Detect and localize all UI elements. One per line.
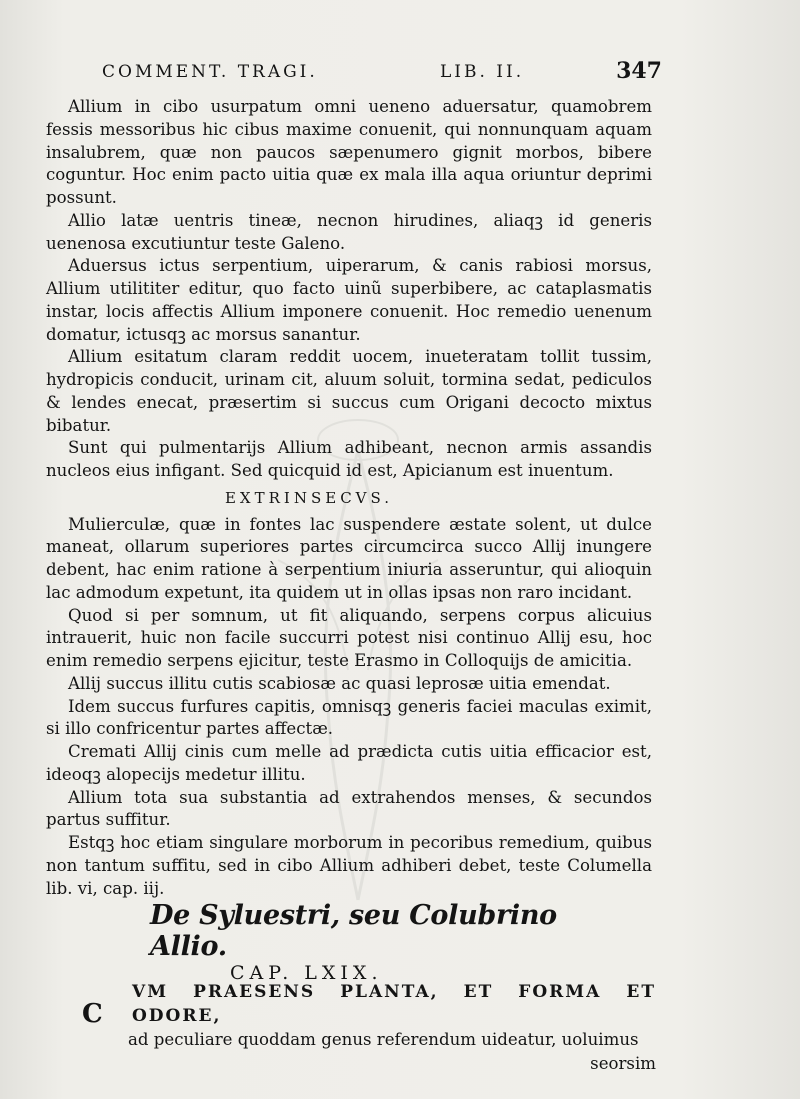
paragraph: Allium tota sua substantia ad extrahendos menses, & secundos partus suffitur. <box>46 787 652 830</box>
paragraph: Allium esitatum claram reddit uocem, inueteratam tollit tussim, hydropicis conducit, urinam cit, aluum soluit, tormina sedat, pediculos & lendes enecat, præsertim si succus cum Origani decocto mixtus bibatur. <box>46 347 652 435</box>
paragraph: Aduersus ictus serpentium, uiperarum, & canis rabiosi morsus, Allium utilititer editur, quo facto uinũ superbibere, ac cataplasmatis instar, locis affectis Allium imponere conuenit. Hoc remedio uenenum domatur, ictusqꝫ ac morsus sanantur. <box>46 256 652 344</box>
paragraph: Estqꝫ hoc etiam singulare morborum in pecoribus remedium, quibus non tantum suffitu, sed in cibo Allium adhiberi debet, teste Columella lib. vi, cap. iij. <box>46 833 652 898</box>
opening-line: ad peculiare quoddam genus referendum uideatur, uoluimus <box>128 1030 639 1049</box>
section-heading: EXTRINSECVS. <box>224 488 394 507</box>
opening-line: VM PRAESENS PLANTA, ET FORMA ET ODORE, <box>132 982 656 1026</box>
catchword: seorsim <box>590 1054 656 1073</box>
body-text <box>46 96 652 900</box>
chapter-number: CAP. LXIX. <box>230 962 383 984</box>
paragraph: Idem succus furfures capitis, omnisqꝫ generis faciei maculas eximit, si illo confricentur partes affectæ. <box>46 696 652 739</box>
drop-cap: C <box>82 999 103 1029</box>
running-header <box>102 58 662 86</box>
paragraph: Allij succus illitu cutis scabiosæ ac quasi leprosæ uitia emendat. <box>68 673 611 693</box>
paragraph: Cremati Allij cinis cum melle ad prædicta cutis uitia efficacior est, ideoqꝫ alopecijs medetur illitu. <box>46 742 652 784</box>
paragraph: Sunt qui pulmentarijs Allium adhibeant, necnon armis assandis nucleos eius infigant. Sed quicquid id est, Apicianum est inuentum. <box>46 438 652 480</box>
paragraph: Quod si per somnum, ut fit aliquando, serpens corpus alicuius intrauerit, huic non facile succurri potest nisi continuo Allij esu, hoc enim remedio serpens ejicitur, teste Erasmo in Colloquijs de amicitia. <box>46 605 652 670</box>
chapter-title: De Syluestri, seu Colubrino Allio. <box>150 900 557 962</box>
paragraph: Mulierculæ, quæ in fontes lac suspendere æstate solent, ut dulce maneat, ollarum superiores partes circumcirca succo Allij inungere debent, hac enim ratione à serpentium iniuria asseruntur, qui alioquin lac admodum expetunt, ita quidem ut in ollas ipsas non raro incidant. <box>46 514 652 602</box>
page-number: 347 <box>616 58 662 84</box>
running-title: COMMENT. TRAGI. <box>102 62 318 82</box>
paragraph: Allio latæ uentris tineæ, necnon hirudines, aliaqꝫ id generis uenenosa excutiuntur teste Galeno. <box>46 210 652 253</box>
book-number: LIB. II. <box>440 62 525 82</box>
chapter-heading <box>150 900 590 984</box>
paragraph: Allium in cibo usurpatum omni ueneno aduersatur, quamobrem fessis messoribus hic cibus maxime conuenit, qui nonnunquam aquam insalubrem, quæ non paucos sæpenumero gignit morbos, bibere coguntur. Hoc enim pacto uitia quæ ex mala illa aqua oriuntur deprimi possunt. <box>46 97 652 207</box>
chapter-opening <box>76 980 656 1076</box>
